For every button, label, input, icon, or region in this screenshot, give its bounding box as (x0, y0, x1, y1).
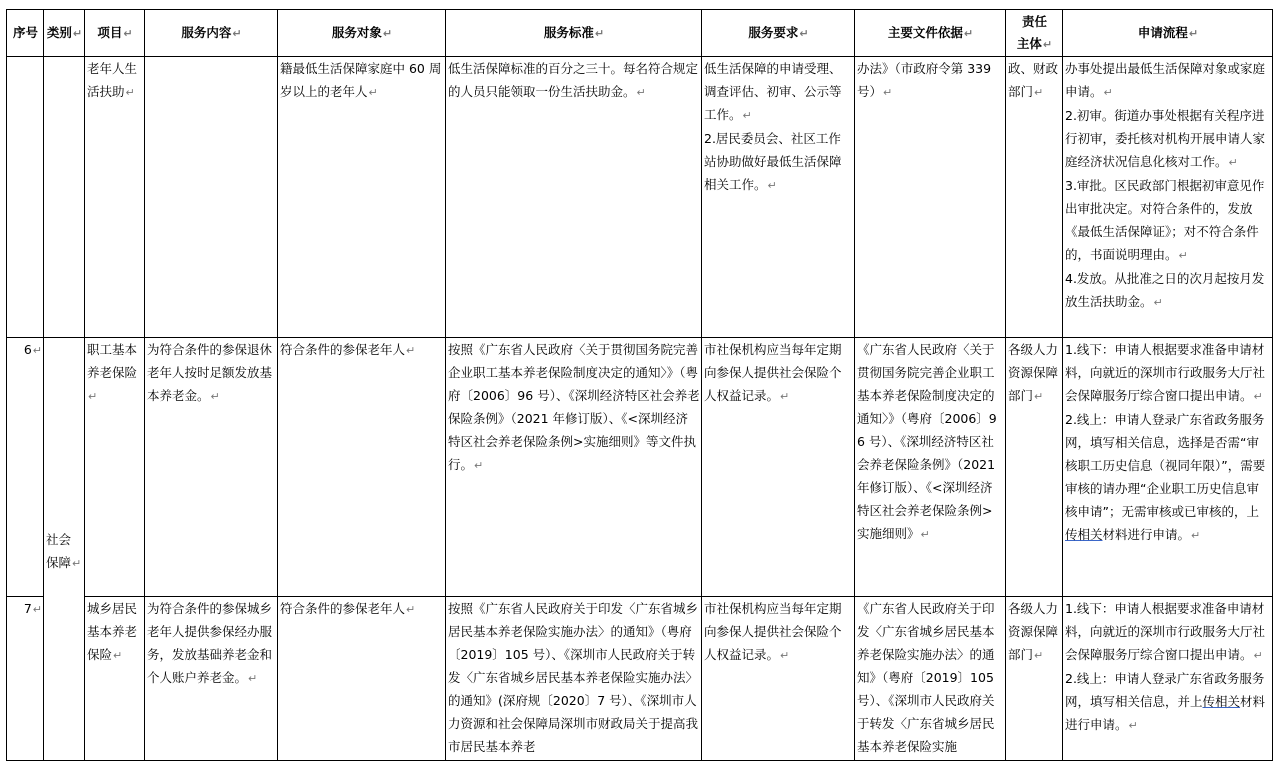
cell-basis: 办法》（市政府令第 339 号）↵ (855, 57, 1006, 338)
header-seq: 序号 (7, 10, 44, 57)
cell-subject: 各级人力资源保障部门↵ (1006, 338, 1063, 597)
cell-standard: 按照《广东省人民政府关于印发〈广东省城乡居民基本养老保险实施办法〉的通知》（粤府〔2019〕105 号）、《深圳市人民政府关于转发〈广东省城乡居民基本养老保险实施办法〉的通知》(深府规〔2020〕7 号）、《深圳市人力资源和社会保障局深圳市财政局关于提高我市居民基本养老 (446, 597, 702, 761)
table-row (7, 597, 1273, 761)
cell-requirement: 低生活保障的申请受理、调查评估、初审、公示等工作。↵ 2.居民委员会、社区工作站协助做好最低生活保障相关工作。↵ (702, 57, 855, 338)
header-target: 服务对象↵ (278, 10, 446, 57)
cell-content (145, 57, 278, 338)
header-standard: 服务标准↵ (446, 10, 702, 57)
header-content: 服务内容↵ (145, 10, 278, 57)
cell-project: 老年人生活扶助↵ (85, 57, 145, 338)
cell-target: 籍最低生活保障家庭中 60 周岁以上的老年人↵ (278, 57, 446, 338)
cell-standard: 按照《广东省人民政府〈关于贯彻国务院完善企业职工基本养老保险制度决定的通知〉》（粤府〔2006〕96 号）、《深圳经济特区社会养老保险条例》（2021 年修订版）、《<深圳经济特区社会养老保险条例>实施细则》等文件执行。↵ (446, 338, 702, 597)
header-category: 类别↵ (44, 10, 85, 57)
cell-seq (7, 57, 44, 338)
cell-subject: 政、财政部门↵ (1006, 57, 1063, 338)
cell-flow: 1.线下：申请人根据要求准备申请材料，向就近的深圳市行政服务大厅社会保障服务厅综合窗口提出申请。↵ 2.线上：申请人登录广东省政务服务网，填写相关信息，选择是否需“审核职工历史信息（视同年限）”，需要审核的请办理“企业职工历史信息审核申请”；无需审核或已审核的，上传相关材料进行申请。↵ (1063, 338, 1273, 597)
header-flow: 申请流程↵ (1063, 10, 1273, 57)
cell-basis: 《广东省人民政府〈关于贯彻国务院完善企业职工基本养老保险制度决定的通知〉》（粤府〔2006〕96 号）、《深圳经济特区社会养老保险条例》（2021 年修订版）、《<深圳经济特区社会养老保险条例>实施细则》↵ (855, 338, 1006, 597)
cell-standard: 低生活保障标准的百分之三十。每名符合规定的人员只能领取一份生活扶助金。↵ (446, 57, 702, 338)
cell-target: 符合条件的参保老年人↵ (278, 597, 446, 761)
header-subject: 责任 主体↵ (1006, 10, 1063, 57)
cell-requirement: 市社保机构应当每年定期向参保人提供社会保险个人权益记录。↵ (702, 338, 855, 597)
cell-flow: 办事处提出最低生活保障对象或家庭申请。↵ 2.初审。街道办事处根据有关程序进行初审，委托核对机构开展申请人家庭经济状况信息化核对工作。↵ 3.审批。区民政部门根据初审意见作出审批决定。对符合条件的，发放《最低生活保障证》；对不符合条件的，书面说明理由。↵ 4.发放。从批准之日的次月起按月发放生活扶助金。↵ (1063, 57, 1273, 338)
cell-category (44, 57, 85, 338)
cell-seq: 7↵ (7, 597, 44, 761)
cell-content: 为符合条件的参保城乡老年人提供参保经办服务，发放基础养老金和个人账户养老金。↵ (145, 597, 278, 761)
cell-flow: 1.线下：申请人根据要求准备申请材料，向就近的深圳市行政服务大厅社会保障服务厅综合窗口提出申请。↵ 2.线上：申请人登录广东省政务服务网，填写相关信息，并上传相关材料进行申请。↵ (1063, 597, 1273, 761)
cell-project: 职工基本养老保险↵ (85, 338, 145, 597)
cell-seq: 6↵ (7, 338, 44, 597)
service-table (6, 9, 1273, 761)
table-row (7, 57, 1273, 338)
cell-category: 社会保障↵ (44, 338, 85, 761)
cell-subject: 各级人力资源保障部门↵ (1006, 597, 1063, 761)
table-header-row (7, 10, 1273, 57)
header-basis: 主要文件依据↵ (855, 10, 1006, 57)
cell-target: 符合条件的参保老年人↵ (278, 338, 446, 597)
cell-requirement: 市社保机构应当每年定期向参保人提供社会保险个人权益记录。↵ (702, 597, 855, 761)
cell-project: 城乡居民基本养老保险↵ (85, 597, 145, 761)
cell-basis: 《广东省人民政府关于印发〈广东省城乡居民基本养老保险实施办法〉的通知》（粤府〔2019〕105 号）、《深圳市人民政府关于转发〈广东省城乡居民基本养老保险实施 (855, 597, 1006, 761)
header-requirement: 服务要求↵ (702, 10, 855, 57)
header-project: 项目↵ (85, 10, 145, 57)
table-row (7, 338, 1273, 597)
cell-content: 为符合条件的参保退休老年人按时足额发放基本养老金。↵ (145, 338, 278, 597)
